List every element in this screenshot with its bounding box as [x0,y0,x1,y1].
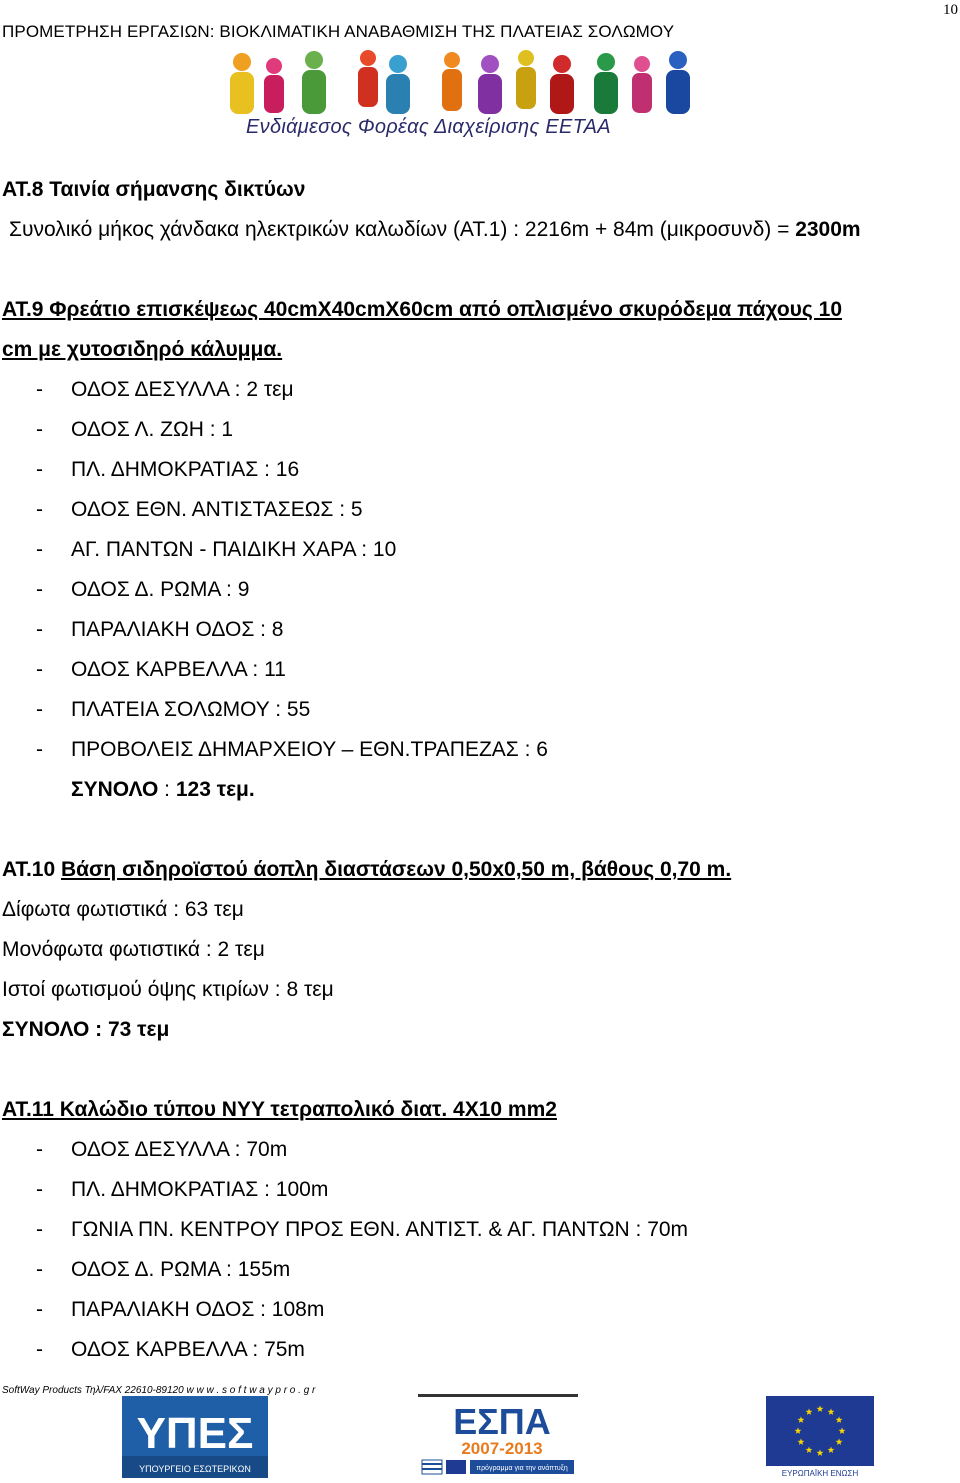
ypes-logo-caption: ΥΠΟΥΡΓΕΙΟ ΕΣΩΤΕΡΙΚΩΝ [139,1464,251,1474]
list-bullet: - [36,738,43,761]
at11-list-item: ΟΔΟΣ Δ. ΡΩΜΑ : 155m [71,1258,291,1281]
espa-logo-years: 2007-2013 [461,1439,543,1458]
at9-list-item: ΠΛ. ΔΗΜΟΚΡΑΤΙΑΣ : 16 [71,458,300,481]
at11-list-item: ΓΩΝΙΑ ΠΝ. ΚΕΝΤΡΟΥ ΠΡΟΣ ΕΘΝ. ΑΝΤΙΣΤ. & ΑΓ. ΠΑΝΤΩΝ : 70m [71,1218,689,1241]
at11-list-item: ΠΑΡΑΛΙΑΚΗ ΟΔΟΣ : 108m [71,1298,325,1321]
espa-logo-caption: πρόγραμμα για την ανάπτυξη [476,1465,568,1472]
at9-heading: ΑΤ.9 Φρεάτιο επισκέψεως 40cmX40cmX60cm από οπλισμένο σκυρόδεμα πάχους 10 [2,298,842,321]
list-bullet: - [36,458,43,481]
at11-list-item: ΟΔΟΣ ΔΕΣΥΛΛΑ : 70m [71,1138,288,1161]
at8-text [9,218,861,242]
ypes-logo-text: ΥΠΕΣ [136,1409,254,1458]
at8-text-body: Συνολικό μήκος χάνδακα ηλεκτρικών καλωδίων (ΑΤ.1) : 2216m + 84m (μικροσυνδ) = [9,218,796,241]
list-bullet: - [36,378,43,401]
at9-list-item: ΠΡΟΒΟΛΕΙΣ ΔΗΜΑΡΧΕΙΟΥ – ΕΘΝ.ΤΡΑΠΕΖΑΣ : 6 [71,738,548,761]
ypes-logo [122,1396,268,1478]
at10-item: Μονόφωτα φωτιστικά : 2 τεμ [2,938,265,961]
list-bullet: - [36,1338,43,1361]
at10-item: Δίφωτα φωτιστικά : 63 τεμ [2,898,244,921]
at10-total: ΣΥΝΟΛΟ : 73 τεμ [2,1018,170,1041]
at9-heading-continued: cm με χυτοσιδηρό κάλυμμα. [2,338,283,361]
at10-title: Βάση σιδηροϊστού άοπλη διαστάσεων 0,50x0,50 m, βάθους 0,70 m. [60,858,732,881]
list-bullet: - [36,498,43,521]
at9-list-item: ΟΔΟΣ ΕΘΝ. ΑΝΤΙΣΤΑΣΕΩΣ : 5 [71,498,363,521]
people-figures-graphic [190,50,696,120]
at9-list-item: ΠΛΑΤΕΙΑ ΣΟΛΩΜΟΥ : 55 [71,698,311,721]
at9-list-item: ΠΑΡΑΛΙΑΚΗ ΟΔΟΣ : 8 [71,618,284,641]
list-bullet: - [36,658,43,681]
list-bullet: - [36,698,43,721]
list-bullet: - [36,618,43,641]
at10-heading [2,858,731,882]
at8-total: 2300m [795,218,861,241]
at11-heading: ΑΤ.11 Καλώδιο τύπου NYY τετραπολικό διατ. 4Χ10 mm2 [2,1098,557,1121]
espa-logo-text: ΕΣΠΑ [453,1401,551,1442]
at9-list-item: ΟΔΟΣ ΔΕΣΥΛΛΑ : 2 τεμ [71,378,294,401]
at9-total-label: ΣΥΝΟΛΟ [71,778,159,801]
eu-flag-logo [766,1396,874,1478]
at9-total-value: 123 τεμ. [175,778,255,801]
at8-heading: ΑΤ.8 Ταινία σήμανσης δικτύων [2,178,306,201]
list-bullet: - [36,1298,43,1321]
at11-list-item: ΟΔΟΣ ΚΑΡΒΕΛΛΑ : 75m [71,1338,305,1361]
footer-credit: SoftWay Products Τηλ/FAX 22610-89120 w w w . s o f t w a y p r o . g r [2,1385,316,1396]
banner-text: Ενδιάμεσος Φορέας Διαχείρισης ΕΕΤΑΑ [246,116,611,138]
at9-list-item: ΟΔΟΣ ΚΑΡΒΕΛΛΑ : 11 [71,658,286,681]
document-header-title: ΠΡΟΜΕΤΡΗΣΗ ΕΡΓΑΣΙΩΝ: ΒΙΟΚΛΙΜΑΤΙΚΗ ΑΝΑΒΑΘΜΙΣΗ ΤΗΣ ΠΛΑΤΕΙΑΣ ΣΟΛΩΜΟΥ [2,22,675,41]
eu-logo-caption: ΕΥΡΩΠΑΪΚΗ ΕΝΩΣΗ [781,1469,859,1478]
at9-total [71,778,255,802]
list-bullet: - [36,418,43,441]
list-bullet: - [36,1138,43,1161]
list-bullet: - [36,578,43,601]
list-bullet: - [36,538,43,561]
eetaa-banner [190,50,696,152]
at9-list-item: ΟΔΟΣ Λ. ΖΩΗ : 1 [71,418,234,441]
at9-total-separator: : [158,778,176,801]
list-bullet: - [36,1178,43,1201]
espa-logo [418,1394,578,1480]
at9-list-item: ΑΓ. ΠΑΝΤΩΝ - ΠΑΙΔΙΚΗ ΧΑΡΑ : 10 [71,538,397,561]
list-bullet: - [36,1258,43,1281]
list-bullet: - [36,1218,43,1241]
at11-list-item: ΠΛ. ΔΗΜΟΚΡΑΤΙΑΣ : 100m [71,1178,329,1201]
at10-item: Ιστοί φωτισμού όψης κτιρίων : 8 τεμ [2,978,334,1001]
at9-list-item: ΟΔΟΣ Δ. ΡΩΜΑ : 9 [71,578,250,601]
page-number: 10 [943,2,958,18]
at10-code: ΑΤ.10 [2,858,56,881]
